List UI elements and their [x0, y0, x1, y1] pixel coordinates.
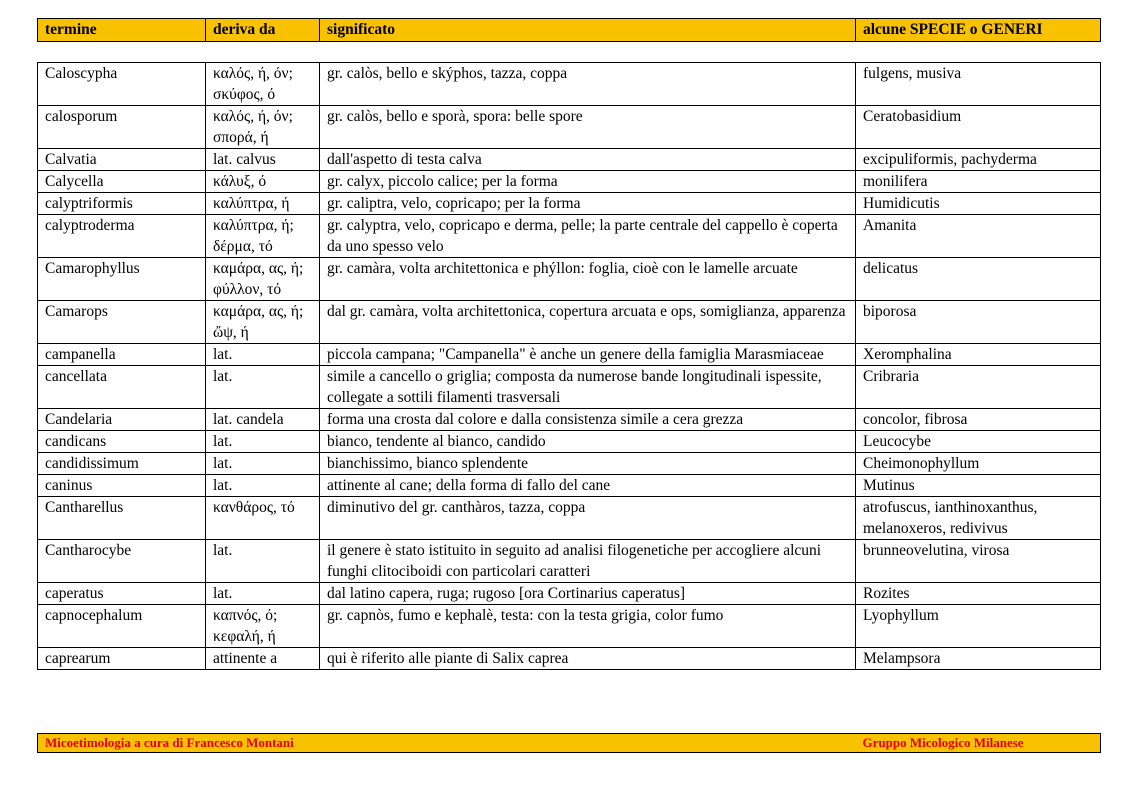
species-cell: Humidicutis: [856, 193, 1101, 215]
table-row: [38, 301, 1101, 344]
term-cell: calosporum: [38, 106, 206, 149]
table-row: [38, 431, 1101, 453]
species-cell: Xeromphalina: [856, 344, 1101, 366]
term-cell: caninus: [38, 475, 206, 497]
header-deriva-da: deriva da: [206, 19, 320, 42]
etymology-cell: κάλυξ, ό: [206, 171, 320, 193]
term-cell: Calvatia: [38, 149, 206, 171]
etymology-cell: attinente a: [206, 648, 320, 670]
term-cell: caperatus: [38, 583, 206, 605]
etymology-cell: lat.: [206, 366, 320, 409]
glossary-table: [37, 62, 1101, 670]
table-row: [38, 344, 1101, 366]
species-cell: Amanita: [856, 215, 1101, 258]
meaning-cell: bianco, tendente al bianco, candido: [320, 431, 856, 453]
meaning-cell: piccola campana; "Campanella" è anche un genere della famiglia Marasmiaceae: [320, 344, 856, 366]
meaning-cell: simile a cancello o griglia; composta da numerose bande longitudinali ispessite, collegate a sottili filamenti trasversali: [320, 366, 856, 409]
table-row: [38, 106, 1101, 149]
meaning-cell: gr. calòs, bello e skýphos, tazza, coppa: [320, 63, 856, 106]
term-cell: Candelaria: [38, 409, 206, 431]
etymology-cell: lat.: [206, 475, 320, 497]
table-row: [38, 605, 1101, 648]
etymology-cell: lat.: [206, 344, 320, 366]
header-significato: significato: [320, 19, 856, 42]
footer-row: [38, 734, 1101, 753]
species-cell: atrofuscus, ianthinoxanthus, melanoxeros, redivivus: [856, 497, 1101, 540]
species-cell: Rozites: [856, 583, 1101, 605]
meaning-cell: gr. calyptra, velo, copricapo e derma, pelle; la parte centrale del cappello è coperta da uno spesso velo: [320, 215, 856, 258]
footer-table: [37, 733, 1101, 753]
term-cell: capnocephalum: [38, 605, 206, 648]
species-cell: Cheimonophyllum: [856, 453, 1101, 475]
table-row: [38, 453, 1101, 475]
etymology-cell: καμάρα, ας, ή; ὤψ, ή: [206, 301, 320, 344]
term-cell: caprearum: [38, 648, 206, 670]
meaning-cell: bianchissimo, bianco splendente: [320, 453, 856, 475]
meaning-cell: forma una crosta dal colore e dalla consistenza simile a cera grezza: [320, 409, 856, 431]
etymology-cell: lat. candela: [206, 409, 320, 431]
meaning-cell: gr. calyx, piccolo calice; per la forma: [320, 171, 856, 193]
species-cell: excipuliformis, pachyderma: [856, 149, 1101, 171]
term-cell: Cantharocybe: [38, 540, 206, 583]
meaning-cell: dall'aspetto di testa calva: [320, 149, 856, 171]
term-cell: candicans: [38, 431, 206, 453]
etymology-cell: κανθάρος, τό: [206, 497, 320, 540]
species-cell: biporosa: [856, 301, 1101, 344]
meaning-cell: il genere è stato istituito in seguito ad analisi filogenetiche per accogliere alcuni funghi clitociboidi con particolari caratteri: [320, 540, 856, 583]
species-cell: Leucocybe: [856, 431, 1101, 453]
etymology-cell: lat.: [206, 431, 320, 453]
species-cell: Cribraria: [856, 366, 1101, 409]
table-row: [38, 149, 1101, 171]
meaning-cell: gr. calòs, bello e sporà, spora: belle spore: [320, 106, 856, 149]
etymology-cell: καλός, ή, όν; σπορά, ή: [206, 106, 320, 149]
table-row: [38, 193, 1101, 215]
meaning-cell: dal latino capera, ruga; rugoso [ora Cortinarius caperatus]: [320, 583, 856, 605]
species-cell: Melampsora: [856, 648, 1101, 670]
species-cell: Mutinus: [856, 475, 1101, 497]
header-termine: termine: [38, 19, 206, 42]
footer-organization: Gruppo Micologico Milanese: [856, 734, 1101, 753]
table-row: [38, 215, 1101, 258]
table-row: [38, 583, 1101, 605]
etymology-cell: lat.: [206, 540, 320, 583]
table-row: [38, 475, 1101, 497]
meaning-cell: gr. camàra, volta architettonica e phýllon: foglia, cioè con le lamelle arcuate: [320, 258, 856, 301]
meaning-cell: gr. caliptra, velo, copricapo; per la forma: [320, 193, 856, 215]
header-specie-generi: alcune SPECIE o GENERI: [856, 19, 1101, 42]
table-row: [38, 497, 1101, 540]
table-row: [38, 366, 1101, 409]
term-cell: Camarophyllus: [38, 258, 206, 301]
term-cell: Cantharellus: [38, 497, 206, 540]
etymology-cell: lat. calvus: [206, 149, 320, 171]
term-cell: Camarops: [38, 301, 206, 344]
meaning-cell: qui è riferito alle piante di Salix caprea: [320, 648, 856, 670]
term-cell: Caloscypha: [38, 63, 206, 106]
species-cell: delicatus: [856, 258, 1101, 301]
etymology-cell: καλύπτρα, ή; δέρμα, τό: [206, 215, 320, 258]
table-row: [38, 409, 1101, 431]
term-cell: calyptriformis: [38, 193, 206, 215]
footer-credit: Micoetimologia a cura di Francesco Montani: [38, 734, 856, 753]
meaning-cell: attinente al cane; della forma di fallo del cane: [320, 475, 856, 497]
species-cell: fulgens, musiva: [856, 63, 1101, 106]
etymology-cell: καλύπτρα, ή: [206, 193, 320, 215]
meaning-cell: diminutivo del gr. canthàros, tazza, coppa: [320, 497, 856, 540]
term-cell: cancellata: [38, 366, 206, 409]
etymology-cell: καπνός, ό; κεφαλή, ή: [206, 605, 320, 648]
table-row: [38, 63, 1101, 106]
species-cell: concolor, fibrosa: [856, 409, 1101, 431]
header-row: [38, 19, 1101, 42]
etymology-cell: καμάρα, ας, ή; φύλλον, τό: [206, 258, 320, 301]
etymology-cell: καλός, ή, όν; σκύφος, ό: [206, 63, 320, 106]
species-cell: Ceratobasidium: [856, 106, 1101, 149]
table-row: [38, 171, 1101, 193]
etymology-cell: lat.: [206, 453, 320, 475]
species-cell: monilifera: [856, 171, 1101, 193]
table-row: [38, 540, 1101, 583]
glossary-body: [38, 63, 1101, 670]
header-table: [37, 18, 1101, 42]
term-cell: calyptroderma: [38, 215, 206, 258]
species-cell: Lyophyllum: [856, 605, 1101, 648]
meaning-cell: dal gr. camàra, volta architettonica, copertura arcuata e ops, somiglianza, apparenza: [320, 301, 856, 344]
term-cell: Calycella: [38, 171, 206, 193]
etymology-cell: lat.: [206, 583, 320, 605]
table-row: [38, 258, 1101, 301]
species-cell: brunneovelutina, virosa: [856, 540, 1101, 583]
table-row: [38, 648, 1101, 670]
meaning-cell: gr. capnòs, fumo e kephalè, testa: con la testa grigia, color fumo: [320, 605, 856, 648]
term-cell: campanella: [38, 344, 206, 366]
term-cell: candidissimum: [38, 453, 206, 475]
